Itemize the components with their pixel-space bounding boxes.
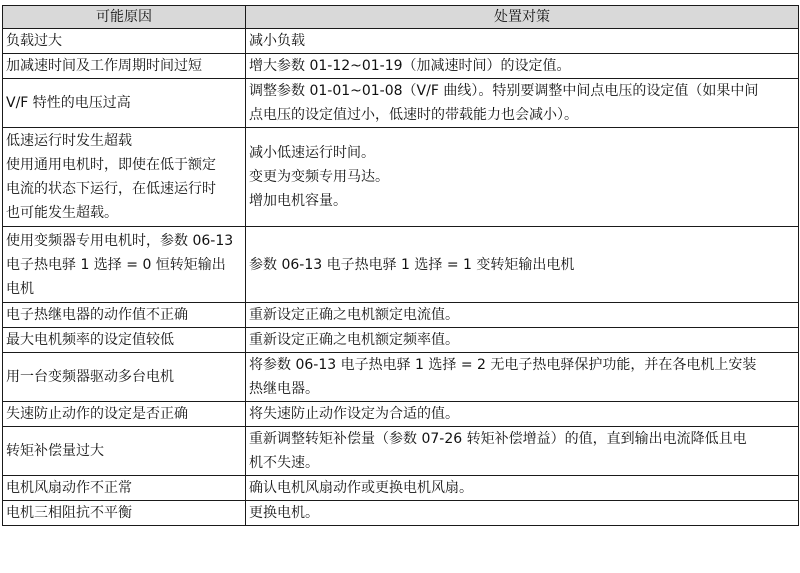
cause-cell-line: V/F 特性的电压过高 <box>6 95 131 111</box>
remedy-cell-line: 增加电机容量。 <box>249 193 347 209</box>
table-row <box>3 128 799 227</box>
table-header-row <box>3 6 799 29</box>
cause-cell <box>3 128 246 227</box>
remedy-cell-line: 重新调整转矩补偿量（参数 07-26 转矩补偿增益）的值，直到输出电流降低且电 <box>249 431 747 447</box>
table-row <box>3 476 799 501</box>
remedy-cell-line: 减小负载 <box>249 33 305 49</box>
table-row <box>3 79 799 128</box>
cause-cell-line: 最大电机频率的设定值较低 <box>6 332 174 348</box>
cause-cell <box>3 476 246 501</box>
cause-cell-line: 失速防止动作的设定是否正确 <box>6 406 188 422</box>
header-cause: 可能原因 <box>3 6 246 29</box>
cause-cell-line: 电流的状态下运行，在低速运行时 <box>6 181 216 197</box>
remedy-cell <box>246 54 799 79</box>
table-row <box>3 227 799 303</box>
remedy-cell <box>246 79 799 128</box>
cause-cell-line: 电机 <box>6 280 34 297</box>
table-row <box>3 427 799 476</box>
table-row <box>3 54 799 79</box>
remedy-cell-line: 将失速防止动作设定为合适的值。 <box>249 406 459 422</box>
remedy-cell <box>246 328 799 353</box>
fault-remedy-table <box>2 5 799 526</box>
cause-cell <box>3 501 246 526</box>
remedy-cell-line: 重新设定正确之电机额定频率值。 <box>249 332 459 348</box>
remedy-cell <box>246 501 799 526</box>
remedy-cell <box>246 353 799 402</box>
remedy-cell-line: 确认电机风扇动作或更换电机风扇。 <box>249 480 473 496</box>
remedy-cell <box>246 476 799 501</box>
table-row <box>3 29 799 54</box>
cause-cell-line: 也可能发生超载。 <box>6 205 118 221</box>
remedy-cell <box>246 29 799 54</box>
cause-cell-line: 用一台变频器驱动多台电机 <box>6 369 174 385</box>
remedy-cell-line: 机不失速。 <box>249 455 319 471</box>
remedy-cell-line: 参数 06-13 电子热电驿 1 选择 = 1 变转矩输出电机 <box>249 256 575 273</box>
remedy-cell <box>246 128 799 227</box>
remedy-cell <box>246 227 799 303</box>
remedy-cell-line: 热继电器。 <box>249 381 319 397</box>
table-row <box>3 303 799 328</box>
remedy-cell-line: 更换电机。 <box>249 505 319 521</box>
cause-cell-line: 电机三相阻抗不平衡 <box>6 505 132 521</box>
remedy-cell-line: 将参数 06-13 电子热电驿 1 选择 = 2 无电子热电驿保护功能，并在各电机上安装 <box>249 357 757 373</box>
remedy-cell-line: 变更为变频专用马达。 <box>249 169 389 185</box>
table-body <box>3 29 799 526</box>
cause-cell-line: 使用通用电机时，即使在低于额定 <box>6 157 216 173</box>
table-row <box>3 501 799 526</box>
cause-cell <box>3 353 246 402</box>
cause-cell-line: 电机风扇动作不正常 <box>6 480 132 496</box>
remedy-cell-line: 调整参数 01-01~01-08（V/F 曲线）。特别要调整中间点电压的设定值（如果中间 <box>249 83 759 99</box>
cause-cell <box>3 79 246 128</box>
cause-cell-line: 使用变频器专用电机时，参数 06-13 <box>6 232 234 249</box>
cause-cell <box>3 227 246 303</box>
cause-cell <box>3 402 246 427</box>
remedy-cell-line: 增大参数 01-12~01-19（加减速时间）的设定值。 <box>249 58 571 74</box>
header-remedy: 处置对策 <box>246 6 799 29</box>
cause-cell-line: 加减速时间及工作周期时间过短 <box>6 58 202 74</box>
cause-cell <box>3 29 246 54</box>
cause-cell <box>3 54 246 79</box>
cause-cell <box>3 427 246 476</box>
cause-cell <box>3 303 246 328</box>
remedy-cell-line: 点电压的设定值过小，低速时的带载能力也会减小）。 <box>249 107 578 123</box>
cause-cell <box>3 328 246 353</box>
cause-cell-line: 转矩补偿量过大 <box>6 443 104 459</box>
table-row <box>3 328 799 353</box>
table-row <box>3 402 799 427</box>
remedy-cell-line: 减小低速运行时间。 <box>249 145 375 161</box>
table-row <box>3 353 799 402</box>
cause-cell-line: 低速运行时发生超载 <box>6 133 132 149</box>
cause-cell-line: 电子热继电器的动作值不正确 <box>6 307 188 323</box>
remedy-cell <box>246 402 799 427</box>
cause-cell-line: 电子热电驿 1 选择 = 0 恒转矩输出 <box>6 256 226 273</box>
remedy-cell-line: 重新设定正确之电机额定电流值。 <box>249 307 459 323</box>
remedy-cell <box>246 427 799 476</box>
remedy-cell <box>246 303 799 328</box>
cause-cell-line: 负载过大 <box>6 33 62 49</box>
